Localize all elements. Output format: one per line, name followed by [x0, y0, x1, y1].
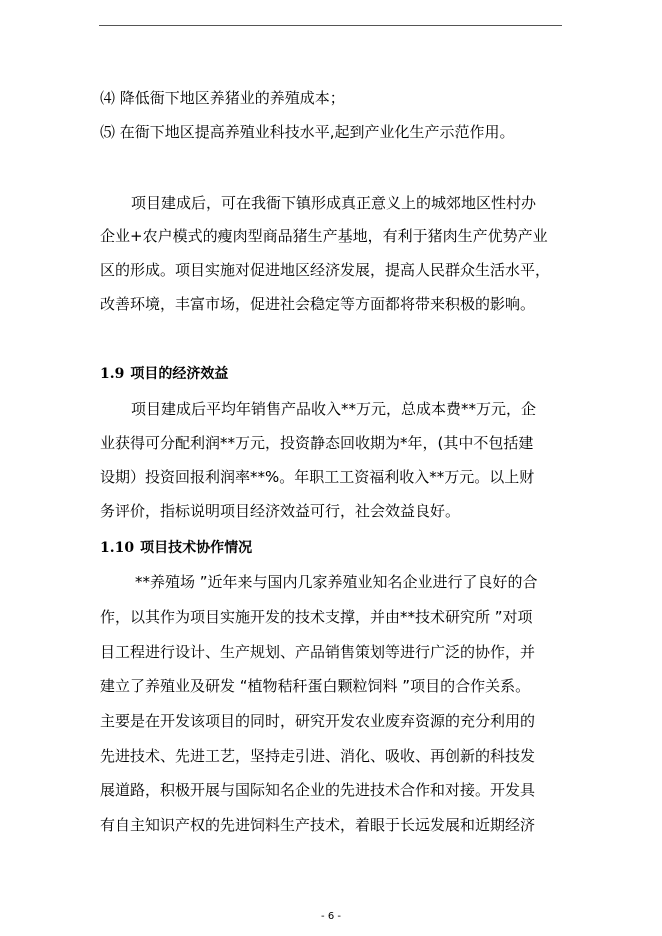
section-number: 1.10 [100, 540, 135, 556]
paragraph-line: 设期）投资回报利润率**%。年职工工资福利收入**万元。以上财 [100, 468, 535, 486]
paragraph-line: 改善环境，丰富市场，促进社会稳定等方面都将带来积极的影响。 [100, 295, 536, 313]
paragraph-line: **养殖场 ”近年来与国内几家养殖业知名企业进行了良好的合 [135, 573, 538, 591]
paragraph-line: 先进技术、先进工艺，坚持走引进、消化、吸收、再创新的科技发 [100, 747, 536, 765]
paragraph-line: 区的形成。项目实施对促进地区经济发展，提高人民群众生活水平， [100, 261, 551, 279]
paragraph-line: 主要是在开发该项目的同时，研究开发农业废弃资源的充分利用的 [100, 712, 536, 730]
section-title: 项目的经济效益 [130, 366, 229, 382]
list-item-4: ⑷ 降低衙下地区养猪业的养殖成本； [100, 89, 345, 107]
paragraph-line: 目工程进行设计、生产规划、产品销售策划等进行广泛的协作，并 [100, 643, 536, 661]
page-number: - 6 - [321, 911, 341, 922]
paragraph-line: 项目建成后，可在我衙下镇形成真正意义上的城郊地区性村办 [131, 194, 537, 212]
section-heading-1-9 [100, 364, 228, 384]
section-heading-1-10 [100, 538, 252, 558]
section-title: 项目技术协作情况 [140, 540, 253, 556]
paragraph-line: 展道路，积极开展与国际知名企业的先进技术合作和对接。开发具 [100, 781, 536, 799]
paragraph-line: 务评价，指标说明项目经济效益可行，社会效益良好。 [100, 502, 461, 520]
paragraph-line: 企业+农户模式的瘦肉型商品猪生产基地，有利于猪肉生产优势产业 [100, 227, 548, 245]
paragraph-line: 业获得可分配利润**万元，投资静态回收期为*年，(其中不包括建 [100, 434, 534, 452]
paragraph-line: 项目建成后平均年销售产品收入**万元，总成本费**万元，企 [131, 400, 537, 418]
paragraph-line: 建立了养殖业及研发 “植物秸秆蛋白颗粒饲料 ”项目的合作关系。 [100, 677, 531, 695]
header-rule [99, 25, 562, 26]
list-item-5: ⑸ 在衙下地区提高养殖业科技水平,起到产业化生产示范作用。 [100, 123, 515, 141]
paragraph-line: 有自主知识产权的先进饲料生产技术，着眼于长远发展和近期经济 [100, 816, 536, 834]
paragraph-line: 作，以其作为项目实施开发的技术支撑，并由**技术研究所 ”对项 [100, 608, 533, 626]
section-number: 1.9 [100, 366, 125, 382]
